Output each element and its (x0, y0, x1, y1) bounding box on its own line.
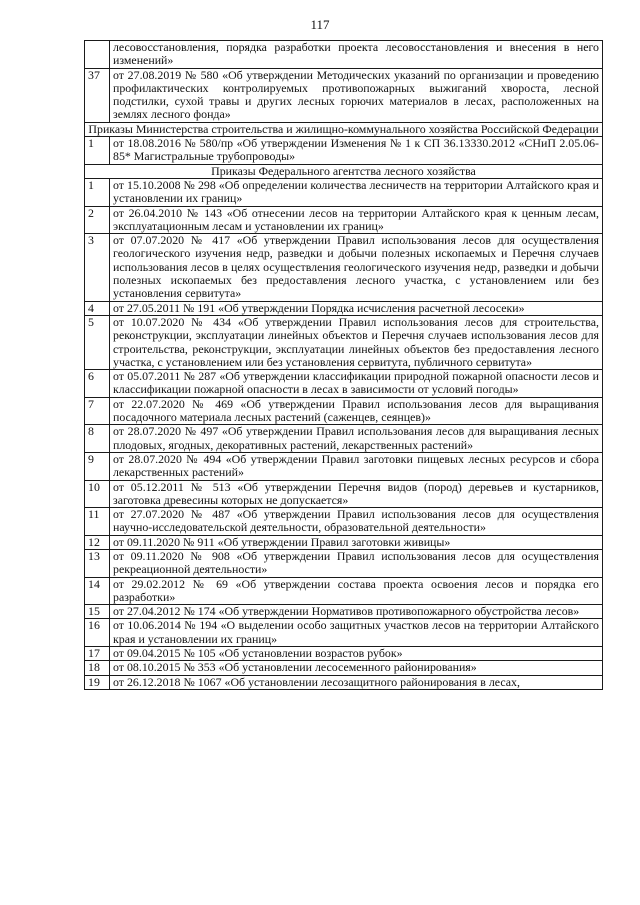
row-number: 13 (85, 549, 110, 577)
table-row (85, 137, 603, 165)
table-row (85, 68, 603, 122)
table-row (85, 425, 603, 453)
table-row (85, 301, 603, 315)
table-row (85, 675, 603, 689)
table-row (85, 647, 603, 661)
row-number: 8 (85, 425, 110, 453)
row-text: от 28.07.2020 № 497 «Об утверждении Правил использования лесов для выращивания лесных плодовых, ягодных, декоративных растений, лекарственных растений» (110, 425, 603, 453)
row-text: лесовосстановления, порядка разработки проекта лесовосстановления и внесения в него изменений» (110, 41, 603, 69)
row-number: 7 (85, 397, 110, 425)
row-text: от 27.04.2012 № 174 «Об утверждении Нормативов противопожарного обустройства лесов» (110, 605, 603, 619)
row-text: от 27.08.2019 № 580 «Об утверждении Методических указаний по организации и проведению профилактических контролируемых противопожарных выжиганий хвороста, лесной подстилки, сухой травы и других лесных горючих материалов в лесах, расположенных на землях лесного фонда» (110, 68, 603, 122)
row-text: от 05.12.2011 № 513 «Об утверждении Перечня видов (пород) деревьев и кустарников, заготовка древесины которых не допускается» (110, 480, 603, 508)
row-number: 2 (85, 206, 110, 234)
table-row (85, 661, 603, 675)
section-header: Приказы Федерального агентства лесного хозяйства (85, 164, 603, 178)
row-text: от 10.06.2014 № 194 «О выделении особо защитных участков лесов на территории Алтайского края и установлении их границ» (110, 619, 603, 647)
table-row (85, 535, 603, 549)
row-text: от 26.04.2010 № 143 «Об отнесении лесов на территории Алтайского края к ценным лесам, эксплуатационным лесам и установлении их границ» (110, 206, 603, 234)
regulations-table-body (85, 41, 603, 690)
table-row (85, 315, 603, 369)
table-row (85, 577, 603, 605)
table-row (85, 508, 603, 536)
table-row (85, 480, 603, 508)
table-row (85, 549, 603, 577)
row-text: от 26.12.2018 № 1067 «Об установлении лесозащитного районирования в лесах, (110, 675, 603, 689)
table-row (85, 397, 603, 425)
row-number: 12 (85, 535, 110, 549)
row-text: от 18.08.2016 № 580/пр «Об утверждении Изменения № 1 к СП 36.13330.2012 «СНиП 2.05.06-85* Магистральные трубопроводы» (110, 137, 603, 165)
row-number: 17 (85, 647, 110, 661)
table-row (85, 452, 603, 480)
row-number: 37 (85, 68, 110, 122)
row-number: 1 (85, 137, 110, 165)
row-number: 10 (85, 480, 110, 508)
row-text: от 10.07.2020 № 434 «Об утверждении Правил использования лесов для строительства, реконструкции, эксплуатации линейных объектов и Перечня случаев использования лесов для строительства, реконструкции, эксплуатации линейных объектов без предоставления лесного участка, с установлением или без установления сервитута, публичного сервитута» (110, 315, 603, 369)
table-row (85, 178, 603, 206)
row-number: 9 (85, 452, 110, 480)
row-text: от 28.07.2020 № 494 «Об утверждении Правил заготовки пищевых лесных ресурсов и сбора лекарственных растений» (110, 452, 603, 480)
table-row (85, 234, 603, 301)
table-row (85, 206, 603, 234)
row-number (85, 41, 110, 69)
row-number: 3 (85, 234, 110, 301)
regulations-table (84, 40, 603, 690)
row-text: от 22.07.2020 № 469 «Об утверждении Правил использования лесов для выращивания посадочного материала лесных растений (саженцев, сеянцев)» (110, 397, 603, 425)
row-text: от 07.07.2020 № 417 «Об утверждении Правил использования лесов для осуществления геологического изучения недр, разведки и добычи полезных ископаемых и Перечня случаев использования лесов в целях осуществления геологического изучения недр, разведки и добычи полезных ископаемых без предоставления лесного участка, с установлением или без установления сервитута» (110, 234, 603, 301)
row-number: 6 (85, 370, 110, 398)
row-text: от 15.10.2008 № 298 «Об определении количества лесничеств на территории Алтайского края и установлении их границ» (110, 178, 603, 206)
row-number: 5 (85, 315, 110, 369)
section-header-row (85, 122, 603, 136)
row-number: 18 (85, 661, 110, 675)
row-text: от 09.04.2015 № 105 «Об установлении возрастов рубок» (110, 647, 603, 661)
table-row (85, 619, 603, 647)
row-text: от 27.05.2011 № 191 «Об утверждении Порядка исчисления расчетной лесосеки» (110, 301, 603, 315)
page-number: 117 (310, 17, 330, 32)
row-text: от 05.07.2011 № 287 «Об утверждении классификации природной пожарной опасности лесов и классификации пожарной опасности в лесах в зависимости от условий погоды» (110, 370, 603, 398)
row-number: 16 (85, 619, 110, 647)
row-number: 4 (85, 301, 110, 315)
section-header: Приказы Министерства строительства и жилищно-коммунального хозяйства Российской Федерации (85, 122, 603, 136)
row-number: 11 (85, 508, 110, 536)
section-header-row (85, 164, 603, 178)
row-text: от 08.10.2015 № 353 «Об установлении лесосеменного районирования» (110, 661, 603, 675)
row-number: 19 (85, 675, 110, 689)
row-number: 1 (85, 178, 110, 206)
row-number: 15 (85, 605, 110, 619)
table-row (85, 605, 603, 619)
row-number: 14 (85, 577, 110, 605)
row-text: от 27.07.2020 № 487 «Об утверждении Правил использования лесов для осуществления научно-исследовательской деятельности, образовательной деятельности» (110, 508, 603, 536)
table-row (85, 41, 603, 69)
table-row (85, 370, 603, 398)
row-text: от 29.02.2012 № 69 «Об утверждении состава проекта освоения лесов и порядка его разработки» (110, 577, 603, 605)
row-text: от 09.11.2020 № 908 «Об утверждении Правил использования лесов для осуществления рекреационной деятельности» (110, 549, 603, 577)
row-text: от 09.11.2020 № 911 «Об утверждении Правил заготовки живицы» (110, 535, 603, 549)
